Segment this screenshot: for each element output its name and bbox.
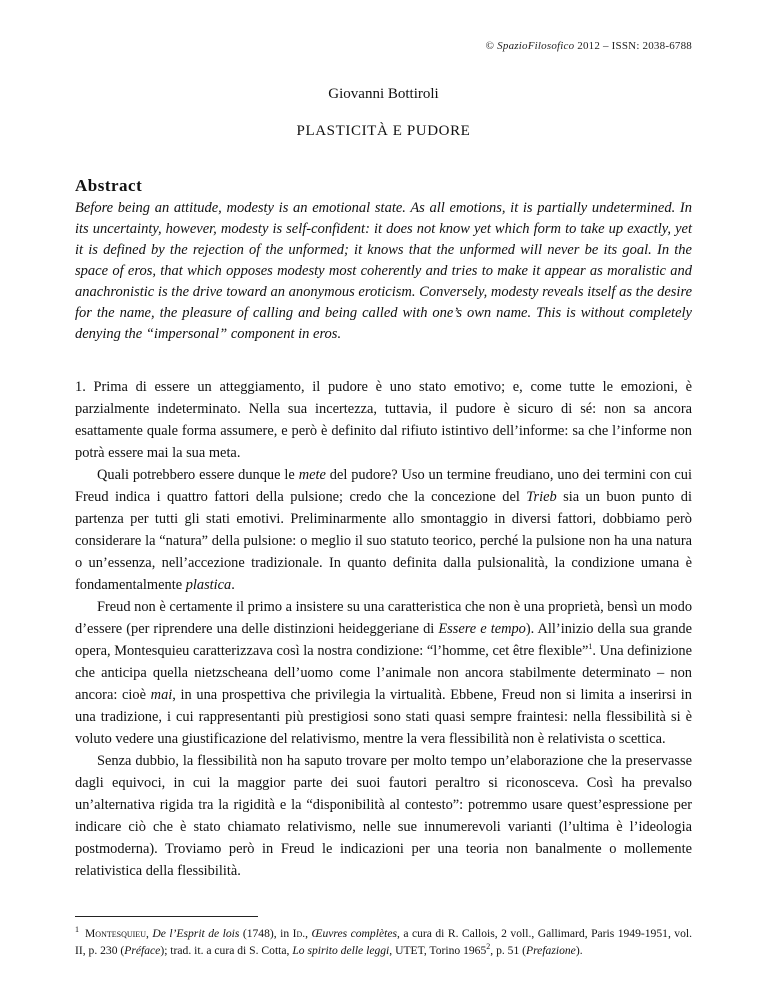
emphasis-essere-e-tempo: Essere e tempo — [438, 621, 526, 637]
footnote-1 — [75, 925, 692, 959]
emphasis-mete: mete — [298, 467, 326, 483]
footnote-translation-title: Lo spirito delle leggi — [292, 944, 390, 957]
journal-header — [486, 40, 692, 52]
text-run: Quali potrebbero essere dunque le — [97, 467, 299, 483]
footnote-id: Id. — [292, 927, 306, 940]
text-run: , — [145, 927, 153, 940]
text-run: , p. 51 ( — [490, 944, 527, 957]
text-run: , UTET, Torino 1965 — [389, 944, 487, 957]
paragraph-3 — [75, 596, 692, 750]
paragraph-1: 1. Prima di essere un atteggiamento, il pudore è uno stato emotivo; e, come tutte le emozioni, è parzialmente indeterminato. Nella sua incertezza, tuttavia, il pudore è sicuro di sé: non sa ancora esattamente quale forma assumere, e però è definito dal rifiuto istintivo dell’informe: sa che l’informe non potrà essere mai la sua meta. — [75, 379, 692, 461]
text-run: ); trad. it. a cura di S. Cotta, — [160, 944, 293, 957]
emphasis-plastica: plastica — [185, 577, 232, 593]
text-run: ). All’inizio della sua grande opera, Montesquieu caratterizzava così la nostra condizione: “l’homme, cet être flexible” — [75, 621, 692, 659]
footnote-prefazione: Prefazione — [526, 944, 576, 957]
footnote-divider — [75, 916, 258, 917]
body-text — [75, 376, 692, 882]
copyright-symbol: © — [485, 40, 495, 52]
text-run: , — [305, 927, 312, 940]
text-run: . — [231, 577, 235, 593]
abstract-heading: Abstract — [75, 176, 143, 195]
article-page — [75, 0, 692, 994]
abstract-text: Before being an attitude, modesty is an emotional state. As all emotions, it is partially undetermined. In its uncertainty, however, modesty is self-confident: it does not know yet which form to take up exactly, yet it is defined by the rejection of the unformed; it knows that the unformed will never be its goal. In the space of eros, that which opposes modesty most coherently and tries to make it appear as moralistic and anachronistic is the drive toward an anonymous eroticism. Conversely, modesty reveals itself as the desire for the name, the pleasure of calling and being called with one’s own name. This is without completely denying the “impersonal” component in eros. — [75, 200, 692, 342]
footnote-reference[interactable]: 1 — [588, 642, 593, 652]
footnote-edition: 2 — [486, 942, 491, 952]
text-run: (1748), in — [239, 927, 293, 940]
journal-details: 2012 – ISSN: 2038-6788 — [577, 40, 692, 52]
article-title: PLASTICITÀ E PUDORE — [296, 123, 471, 139]
paragraph-2 — [75, 464, 692, 596]
emphasis-mai: mai — [150, 687, 173, 703]
emphasis-trieb: Trieb — [526, 489, 557, 505]
text-run: Freud non è certamente il primo a insistere su una caratteristica che non è una proprietà, bensì un modo d’essere (per riprendere una delle distinzioni heideggeriane di — [75, 599, 693, 637]
footnote-collection-title: Œuvres complètes — [311, 927, 397, 940]
text-run: . Una definizione che anticipa quella nietzscheana dell’uomo come l’animale non ancora stabilmente determinato – non ancora: cioè — [75, 643, 692, 703]
footnote-work-title: De l’Esprit de lois — [152, 927, 240, 940]
text-run: , in una prospettiva che privilegia la virtualità. Ebbene, Freud non si limita a inserirsi in una tradizione, i cui rappresentanti più prestigiosi sono stati quasi sempre fraintesi: nella flessibilità si è voluto vedere una giustificazione del relativismo, mentre la vera flessibilità non è relativista o scettica. — [75, 687, 692, 747]
author-name: Giovanni Bottiroli — [328, 86, 439, 102]
text-run: del pudore? Uso un termine freudiano, uno dei termini con cui Freud indica i quattro fattori della pulsione; credo che la concezione del — [75, 467, 692, 505]
journal-name: SpazioFilosofico — [497, 40, 575, 52]
text-run: ). — [575, 944, 583, 957]
text-run: , a cura di R. Callois, 2 voll., Gallimard, Paris 1949-1951, vol. II, p. 230 ( — [75, 927, 693, 957]
footnote-preface: Préface — [124, 944, 161, 957]
footnote-number: 1 — [75, 925, 79, 935]
paragraph-4: Senza dubbio, la flessibilità non ha saputo trovare per molto tempo un’elaborazione che la preservasse dagli equivoci, in cui la maggior parte dei suoi fautori peraltro si riconosceva. Così ha prevalso un’alternativa rigida tra la rigidità e la “disponibilità al contesto”: potremmo usare quest’espressione per indicare ciò che è stato chiamato relativismo, nelle sue innumerevoli varianti (l’ultima è l’ideologia postmoderna). Troviamo però in Freud le indicazioni per una teoria non banalmente o mollemente relativistica della flessibilità. — [75, 753, 692, 879]
text-run: sia un buon punto di partenza per tutti gli stati emotivi. Preliminarmente allo smontaggio in diversi fattori, dobbiamo però considerare la “natura” della pulsione: o meglio il suo statuto teorico, perché la pulsione non ha una natura o un’essenza, nell’accezione tradizionale. In quanto definita dalla pulsionalità, la condizione umana è fondamentalmente — [75, 489, 693, 593]
footnote-author: Montesquieu — [85, 927, 146, 940]
